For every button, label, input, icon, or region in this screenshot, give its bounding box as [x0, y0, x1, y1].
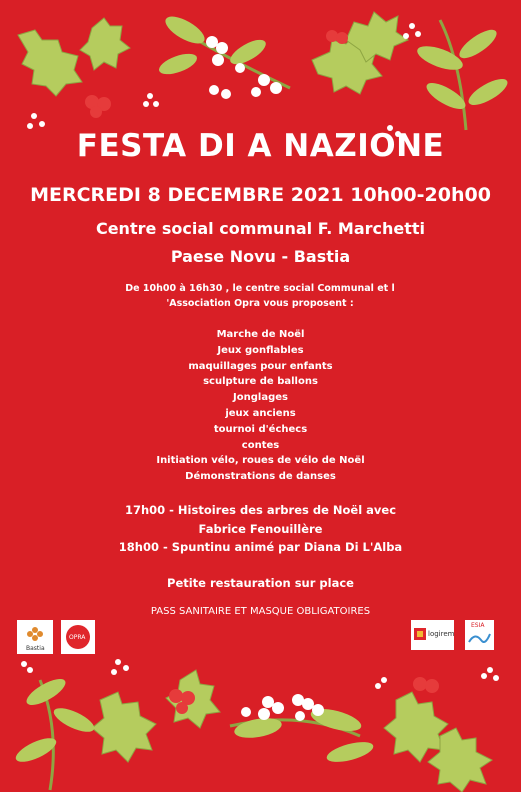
intro-text — [100, 281, 420, 311]
holly-decoration-top — [0, 0, 521, 140]
activity-item: Initiation vélo, roues de vélo de Noël — [156, 455, 365, 467]
activity-item: Jeux gonflables — [217, 344, 304, 356]
schedule-line: 18h00 - Spuntinu animé par Diana Di L'Alba — [118, 540, 403, 554]
bastia-logo-text: Bastia — [26, 645, 45, 652]
intro-line: De 10h00 à 16h30 , le centre social Communal et l — [125, 283, 395, 294]
activity-item: contes — [241, 439, 280, 451]
activity-item: Marche de Noël — [216, 329, 305, 340]
activity-item: Démonstrations de danses — [185, 471, 336, 483]
logirem-square-icon — [414, 628, 426, 640]
activity-item: sculpture de ballons — [203, 376, 318, 388]
event-location: Paese Novu - Bastia — [170, 247, 351, 266]
opra-logo-text: OPRA — [69, 634, 86, 641]
schedule-line: 17h00 - Histoires des arbres de Noël avec — [124, 503, 397, 517]
event-date: MERCREDI 8 DECEMBRE 2021 10h00-20h00 — [30, 184, 491, 206]
activities-list — [0, 327, 521, 485]
logirem-logo-text: logirem — [428, 630, 455, 638]
holly-leaf-icon — [312, 12, 408, 94]
holly-decoration-bottom — [0, 640, 521, 792]
activity-item: maquillages pour enfants — [188, 360, 333, 372]
evening-schedule — [0, 501, 521, 557]
holly-leaf-icon — [18, 18, 130, 96]
esia-logo-text: ESIA — [471, 622, 485, 629]
event-venue: Centre social communal F. Marchetti — [95, 219, 426, 238]
food-notice: Petite restauration sur place — [167, 576, 354, 590]
health-pass-notice: PASS SANITAIRE ET MASQUE OBLIGATOIRES — [150, 606, 371, 617]
schedule-line: Fabrice Fenouillère — [198, 521, 323, 536]
activity-item: tournoi d'échecs — [213, 423, 308, 435]
event-title: FESTA DI A NAZIONE — [76, 128, 445, 164]
intro-line: 'Association Opra vous proposent : — [166, 298, 354, 309]
activity-item: jeux anciens — [225, 407, 296, 419]
activity-item: Jonglages — [233, 392, 288, 404]
